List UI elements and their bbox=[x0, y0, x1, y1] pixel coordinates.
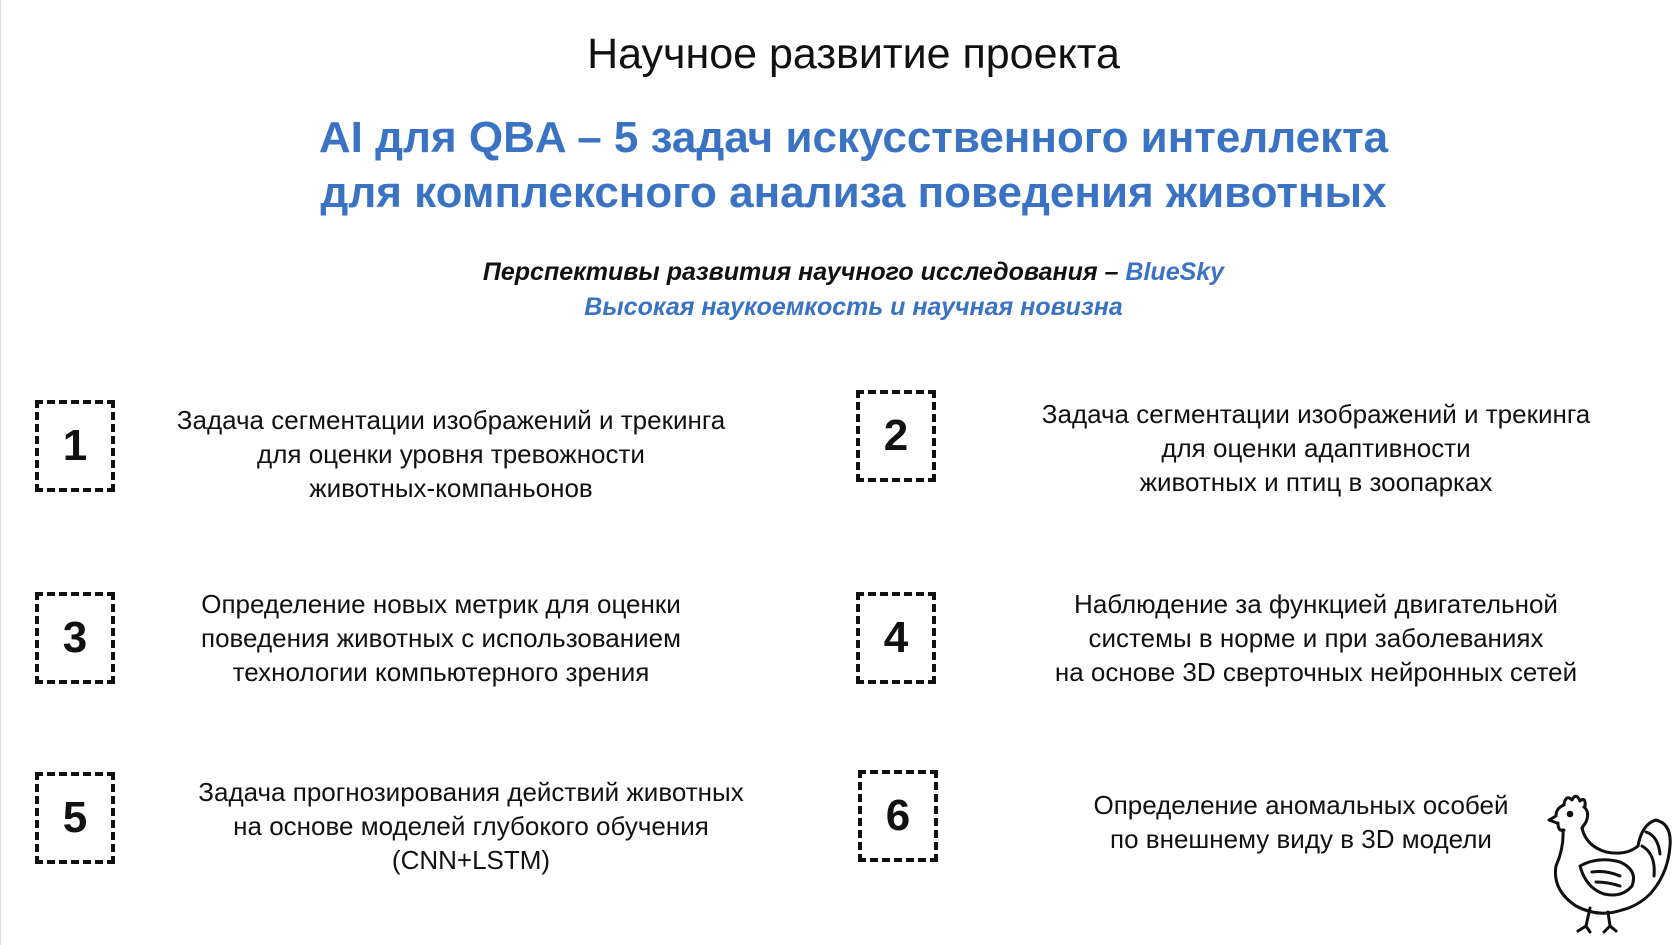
subtitle-prefix: Перспективы развития научного исследования – bbox=[482, 258, 1126, 286]
task-number-5: 5 bbox=[35, 772, 115, 864]
task-text-2 bbox=[991, 397, 1641, 499]
task-3-line-3: технологии компьютерного зрения bbox=[232, 657, 650, 687]
task-number-6: 6 bbox=[858, 770, 938, 862]
task-5-line-1: Задача прогнозирования действий животных bbox=[198, 777, 744, 807]
task-5-line-2: на основе моделей глубокого обучения bbox=[233, 811, 709, 841]
task-2-line-3: животных и птиц в зоопарках bbox=[1139, 467, 1493, 497]
headline bbox=[1, 110, 1680, 220]
task-6-line-1: Определение аномальных особей bbox=[1093, 790, 1509, 820]
task-number-2: 2 bbox=[856, 390, 936, 482]
subtitle-line-2: Высокая наукоемкость и научная новизна bbox=[584, 293, 1123, 321]
task-text-6 bbox=[1041, 788, 1561, 856]
task-4-line-2: системы в норме и при заболеваниях bbox=[1088, 623, 1544, 653]
task-3-line-2: поведения животных с использованием bbox=[201, 623, 681, 653]
task-2-line-1: Задача сегментации изображений и трекинга bbox=[1041, 399, 1591, 429]
task-number-4: 4 bbox=[856, 592, 936, 684]
task-text-1 bbox=[141, 403, 761, 505]
task-1-line-1: Задача сегментации изображений и трекинга bbox=[176, 405, 726, 435]
subtitle-line-1 bbox=[1, 255, 1680, 290]
task-text-3 bbox=[141, 587, 741, 689]
task-1-line-3: животных-компаньонов bbox=[309, 473, 593, 503]
task-4-line-1: Наблюдение за функцией двигательной bbox=[1074, 589, 1558, 619]
headline-line-2: для комплексного анализа поведения животных bbox=[320, 168, 1387, 217]
headline-line-1: AI для QBA – 5 задач искусственного интеллекта bbox=[318, 113, 1389, 162]
subtitle-accent: BlueSky bbox=[1125, 258, 1225, 286]
task-5-line-3: (CNN+LSTM) bbox=[391, 845, 551, 875]
task-number-3: 3 bbox=[35, 592, 115, 684]
task-2-line-2: для оценки адаптивности bbox=[1161, 433, 1471, 463]
page-title: Научное развитие проекта bbox=[587, 30, 1120, 78]
task-text-4 bbox=[991, 587, 1641, 689]
task-3-line-1: Определение новых метрик для оценки bbox=[201, 589, 681, 619]
task-number-1: 1 bbox=[35, 400, 115, 492]
task-6-line-2: по внешнему виду в 3D модели bbox=[1110, 824, 1492, 854]
subtitle bbox=[1, 255, 1680, 325]
task-4-line-3: на основе 3D сверточных нейронных сетей bbox=[1054, 657, 1578, 687]
task-1-line-2: для оценки уровня тревожности bbox=[257, 439, 645, 469]
chicken-icon bbox=[1546, 790, 1676, 935]
task-text-5 bbox=[161, 775, 781, 877]
